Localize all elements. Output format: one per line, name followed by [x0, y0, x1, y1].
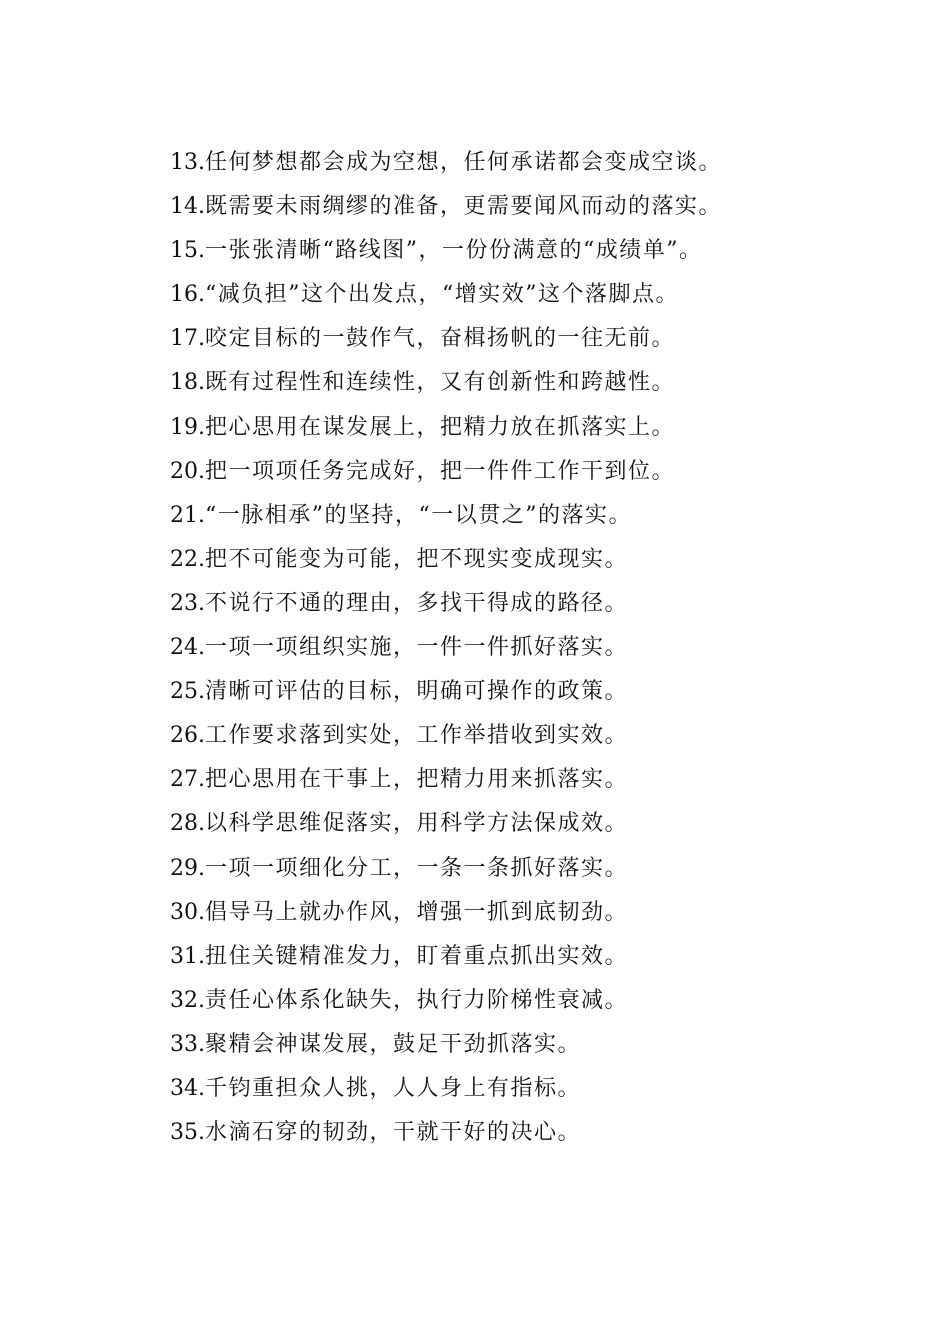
item-text: 以科学思维促落实，用科学方法保成效。: [205, 811, 629, 837]
list-item: [170, 758, 930, 802]
list-item: [170, 626, 930, 670]
item-text: 工作要求落到实处，工作举措收到实效。: [205, 723, 629, 749]
item-text: “一脉相承”的坚持，“一以贯之”的落实。: [205, 502, 632, 528]
list-item: [170, 450, 930, 494]
item-text: 扭住关键精准发力，盯着重点抓出实效。: [205, 943, 629, 969]
item-number: 19.: [170, 414, 205, 440]
item-number: 27.: [170, 767, 205, 793]
item-number: 24.: [170, 635, 205, 661]
item-number: 14.: [170, 194, 205, 220]
item-number: 20.: [170, 458, 205, 484]
list-item: [170, 361, 930, 405]
list-item: [170, 1067, 930, 1111]
list-item: [170, 714, 930, 758]
item-number: 21.: [170, 502, 205, 528]
item-number: 28.: [170, 811, 205, 837]
item-number: 13.: [170, 150, 205, 175]
list-item: [170, 935, 930, 979]
list-item: [170, 494, 930, 538]
item-number: 16.: [170, 282, 205, 308]
item-text: 把心思用在干事上，把精力用来抓落实。: [205, 767, 629, 793]
item-text: 倡导马上就办作风，增强一抓到底韧劲。: [205, 899, 629, 925]
list-item: [170, 317, 930, 361]
item-text: 把一项项任务完成好，把一件件工作干到位。: [205, 458, 676, 484]
list-item: [170, 847, 930, 891]
list-item: [170, 802, 930, 846]
item-number: 25.: [170, 679, 205, 705]
item-text: 既有过程性和连续性，又有创新性和跨越性。: [205, 370, 676, 396]
item-text: 聚精会神谋发展，鼓足干劲抓落实。: [205, 1031, 582, 1057]
item-number: 32.: [170, 987, 205, 1013]
item-text: 责任心体系化缺失，执行力阶梯性衰减。: [205, 987, 629, 1013]
item-text: 清晰可评估的目标，明确可操作的政策。: [205, 679, 629, 705]
list-item: [170, 229, 930, 273]
item-text: 一项一项细化分工，一条一条抓好落实。: [205, 855, 629, 881]
list-item: [170, 406, 930, 450]
list-item: [170, 670, 930, 714]
item-number: 29.: [170, 855, 205, 881]
list-item: [170, 185, 930, 229]
list-item: [170, 1023, 930, 1067]
list-item: [170, 891, 930, 935]
item-number: 18.: [170, 370, 205, 396]
item-number: 34.: [170, 1075, 205, 1101]
list-item: [170, 1111, 930, 1155]
item-text: 千钧重担众人挑，人人身上有指标。: [205, 1075, 582, 1101]
item-number: 15.: [170, 238, 205, 264]
item-number: 33.: [170, 1031, 205, 1057]
list-item: [170, 979, 930, 1023]
item-number: 30.: [170, 899, 205, 925]
item-number: 26.: [170, 723, 205, 749]
list-item: [170, 582, 930, 626]
item-text: 既需要未雨绸缪的准备，更需要闻风而动的落实。: [205, 194, 723, 220]
item-text: 咬定目标的一鼓作气，奋楫扬帆的一往无前。: [205, 326, 676, 352]
item-text: 一张张清晰“路线图”，一份份满意的“成绩单”。: [205, 238, 703, 264]
list-item: [170, 538, 930, 582]
item-text: 任何梦想都会成为空想，任何承诺都会变成空谈。: [205, 150, 723, 175]
item-text: 水滴石穿的韧劲，干就干好的决心。: [205, 1120, 582, 1146]
item-text: 把心思用在谋发展上，把精力放在抓落实上。: [205, 414, 676, 440]
item-number: 31.: [170, 943, 205, 969]
item-number: 17.: [170, 326, 205, 352]
list-item: [170, 141, 930, 185]
item-text: 把不可能变为可能，把不现实变成现实。: [205, 546, 629, 572]
item-text: “减负担”这个出发点，“增实效”这个落脚点。: [205, 282, 679, 308]
phrase-list: [170, 141, 930, 1155]
item-number: 35.: [170, 1120, 205, 1146]
item-text: 不说行不通的理由，多找干得成的路径。: [205, 590, 629, 616]
item-number: 23.: [170, 590, 205, 616]
list-item: [170, 273, 930, 317]
item-number: 22.: [170, 546, 205, 572]
item-text: 一项一项组织实施，一件一件抓好落实。: [205, 635, 629, 661]
